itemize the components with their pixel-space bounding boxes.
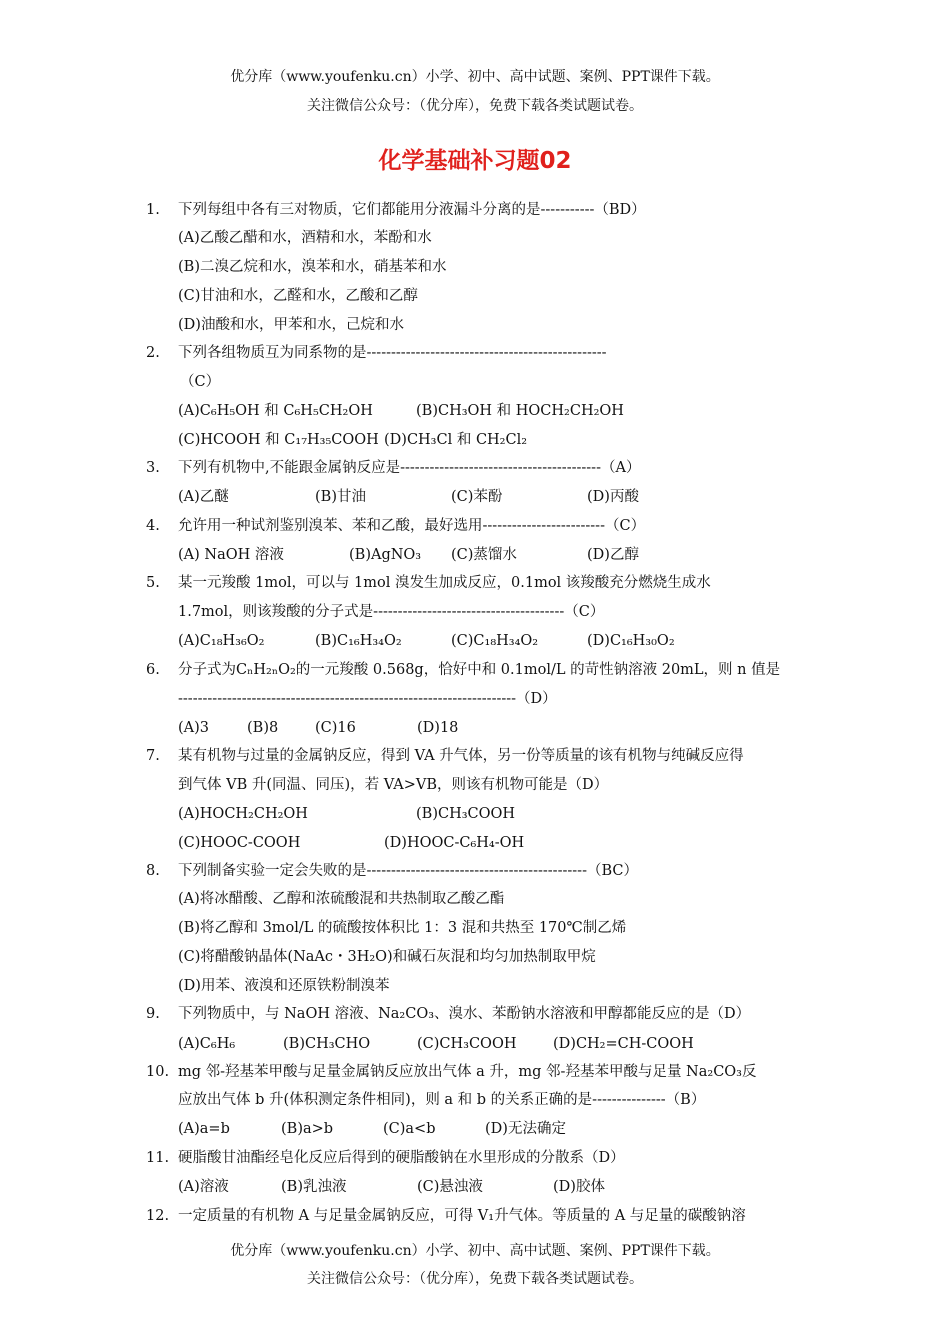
question-number: 7. [146, 748, 160, 764]
option-a: (A)C₁₈H₃₆O₂ [178, 633, 265, 649]
question-number: 4. [146, 518, 160, 534]
question-text: 某一元羧酸 1mol，可以与 1mol 溴发生加成反应，0.1mol 该羧酸充分燃烧生成水 [178, 575, 711, 591]
question-text: 硬脂酸甘油酯经皂化反应后得到的硬脂酸钠在水里形成的分散系（D） [178, 1150, 625, 1166]
question-number: 9. [146, 1006, 160, 1022]
option-d: (D)丙酸 [587, 489, 639, 505]
question-number: 3. [146, 460, 160, 476]
question-text: 应放出气体 b 升(体积测定条件相同)，则 a 和 b 的关系正确的是---------------（B） [178, 1092, 706, 1108]
question-text: 下列制备实验一定会失败的是---------------------------------------------（BC） [178, 863, 638, 879]
question-text: ---------------------------------------------------------------------（D） [178, 691, 557, 707]
option-b: (B)CH₃CHO [283, 1036, 371, 1052]
option-d: (D)C₁₆H₃₀O₂ [587, 633, 675, 649]
option-c: (C)HCOOH 和 C₁₇H₃₅COOH [178, 432, 379, 448]
option-d: (D)HOOC-C₆H₄-OH [384, 835, 525, 851]
question-number: 5. [146, 575, 160, 591]
option-d: (D)CH₃Cl 和 CH₂Cl₂ [384, 432, 528, 448]
option-b: (B)CH₃COOH [416, 806, 516, 822]
option-c: (C)HOOC-COOH [178, 835, 301, 851]
option-d: (D)18 [417, 720, 459, 736]
option-a: (A)乙酸乙醋和水，酒精和水，苯酚和水 [178, 230, 432, 246]
option-d: (D)胶体 [553, 1179, 605, 1195]
option-b: (B)乳浊液 [281, 1179, 347, 1195]
page-title: 化学基础补习题02 [378, 148, 572, 174]
question-text: 允许用一种试剂鉴别溴苯、苯和乙酸，最好选用-------------------------（C） [178, 518, 646, 534]
option-a: (A)a=b [178, 1121, 230, 1137]
question-number: 8. [146, 863, 160, 879]
option-c: (C)a<b [383, 1121, 436, 1137]
option-d: (D)用苯、液溴和还原铁粉制溴苯 [178, 978, 390, 994]
question-number: 11. [146, 1150, 170, 1166]
option-b: (B)a>b [281, 1121, 334, 1137]
option-b: (B)AgNO₃ [349, 547, 422, 563]
question-number: 1. [146, 202, 160, 218]
option-a: (A)将冰醋酸、乙醇和浓硫酸混和共热制取乙酸乙酯 [178, 891, 505, 907]
header-line-2: 关注微信公众号：（优分库），免费下载各类试题试卷。 [307, 98, 643, 114]
option-d: (D)无法确定 [485, 1121, 566, 1137]
question-text: 下列每组中各有三对物质，它们都能用分液漏斗分离的是-----------（BD） [178, 202, 646, 218]
option-b: (B)二溴乙烷和水，溴苯和水，硝基苯和水 [178, 259, 447, 275]
option-a: (A)乙醚 [178, 489, 229, 505]
question-number: 12. [146, 1208, 170, 1224]
option-d: (D)乙醇 [587, 547, 639, 563]
question-number: 2. [146, 345, 160, 361]
option-c: (C)16 [315, 720, 356, 736]
option-a: (A) NaOH 溶液 [178, 547, 284, 563]
option-a: (A)C₆H₆ [178, 1036, 236, 1052]
option-b: (B)C₁₆H₃₄O₂ [315, 633, 402, 649]
question-text: 到气体 VB 升(同温、同压)，若 VA>VB，则该有机物可能是（D） [178, 777, 609, 793]
question-text: 一定质量的有机物 A 与足量金属钠反应，可得 V₁升气体。等质量的 A 与足量的碳酸钠溶 [178, 1208, 746, 1224]
question-text: 某有机物与过量的金属钠反应，得到 VA 升气体，另一份等质量的该有机物与纯碱反应得 [178, 748, 744, 764]
question-text: 分子式为CₙH₂ₙO₂的一元羧酸 0.568g，恰好中和 0.1mol/L 的苛性钠溶液 20mL，则 n 值是 [178, 662, 781, 678]
question-text: 下列有机物中,不能跟金属钠反应是-----------------------------------------（A） [178, 460, 641, 476]
option-a: (A)HOCH₂CH₂OH [178, 806, 308, 822]
question-text: 下列各组物质互为同系物的是------------------------------------------------- [178, 345, 607, 361]
option-c: (C)悬浊液 [417, 1179, 483, 1195]
question-number: 6. [146, 662, 160, 678]
option-c: (C)CH₃COOH [417, 1036, 517, 1052]
question-number: 10. [146, 1064, 170, 1080]
option-a: (A)3 [178, 720, 210, 736]
option-c: (C)苯酚 [451, 489, 503, 505]
option-a: (A)C₆H₅OH 和 C₆H₅CH₂OH [178, 403, 373, 419]
option-c: (C)甘油和水，乙醛和水，乙酸和乙醇 [178, 288, 418, 304]
question-text: 下列物质中，与 NaOH 溶液、Na₂CO₃、溴水、苯酚钠水溶液和甲醇都能反应的是（D） [178, 1006, 751, 1022]
option-c: (C)C₁₈H₃₄O₂ [451, 633, 539, 649]
answer: （C） [180, 374, 221, 390]
header-line-1: 优分库（www.youfenku.cn）小学、初中、高中试题、案例、PPT课件下载。 [230, 69, 720, 85]
option-b: (B)将乙醇和 3mol/L 的硫酸按体积比 1：3 混和共热至 170℃制乙烯 [178, 920, 627, 936]
option-b: (B)8 [247, 720, 279, 736]
option-b: (B)甘油 [315, 489, 366, 505]
footer-line-2: 关注微信公众号：（优分库），免费下载各类试题试卷。 [307, 1271, 643, 1287]
option-b: (B)CH₃OH 和 HOCH₂CH₂OH [416, 403, 624, 419]
option-a: (A)溶液 [178, 1179, 229, 1195]
question-text: mg 邻-羟基苯甲酸与足量金属钠反应放出气体 a 升，mg 邻-羟基苯甲酸与足量 Na₂CO₃反 [178, 1064, 757, 1080]
option-d: (D)CH₂=CH-COOH [553, 1036, 694, 1052]
option-d: (D)油酸和水，甲苯和水，己烷和水 [178, 317, 404, 333]
footer-line-1: 优分库（www.youfenku.cn）小学、初中、高中试题、案例、PPT课件下载。 [230, 1243, 720, 1259]
option-c: (C)将醋酸钠晶体(NaAc・3H₂O)和碱石灰混和均匀加热制取甲烷 [178, 949, 596, 965]
question-text: 1.7mol，则该羧酸的分子式是---------------------------------------（C） [178, 604, 605, 620]
option-c: (C)蒸馏水 [451, 547, 517, 563]
